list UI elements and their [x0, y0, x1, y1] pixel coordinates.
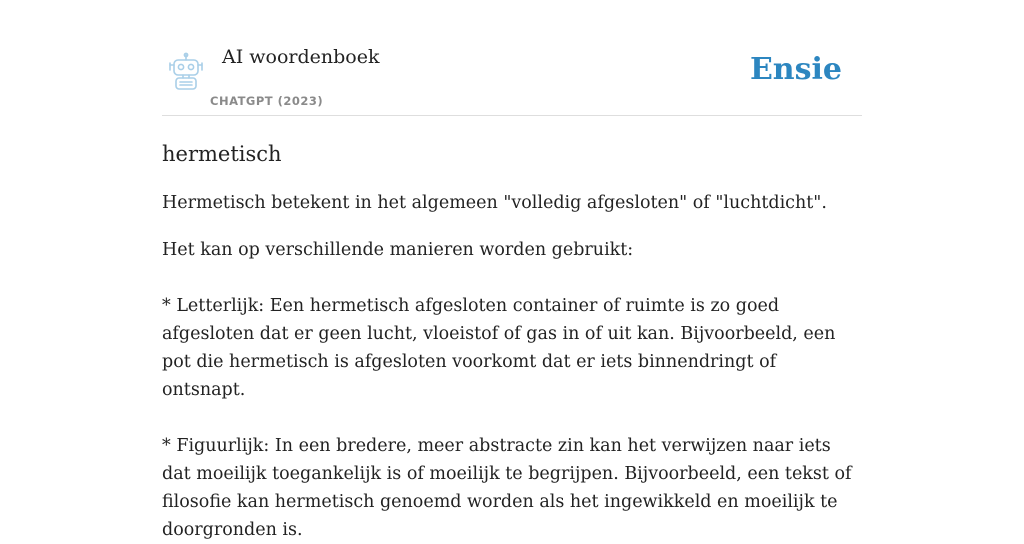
robot-icon [166, 52, 206, 92]
usage-intro-paragraph: Het kan op verschillende manieren worden gebruikt: [162, 240, 634, 260]
literal-usage-paragraph: * Letterlijk: Een hermetisch afgesloten container of ruimte is zo goed afgesloten dat er geen lucht, vloeistof of gas in of uit kan. Bijvoorbeeld, een pot die hermetisch is afgesloten voorkomt dat er iets binnendringt of ontsnapt. [162, 296, 836, 400]
dictionary-header [162, 40, 862, 116]
entry-content [162, 138, 862, 544]
entry-term: hermetisch [162, 142, 282, 166]
ensie-logo[interactable]: Ensie [749, 52, 842, 87]
figurative-usage-paragraph: * Figuurlijk: In een bredere, meer abstracte zin kan het verwijzen naar iets dat moeilijk toegankelijk is of moeilijk te begrijpen. Bijvoorbeeld, een tekst of filosofie kan hermetisch genoemd worden als het ingewikkeld en moeilijk te doorgronden is. [162, 436, 852, 540]
dictionary-title[interactable]: AI woordenboek [222, 46, 380, 68]
definition-paragraph: Hermetisch betekent in het algemeen "volledig afgesloten" of "luchtdicht". [162, 193, 827, 213]
dictionary-source: CHATGPT (2023) [210, 94, 324, 108]
